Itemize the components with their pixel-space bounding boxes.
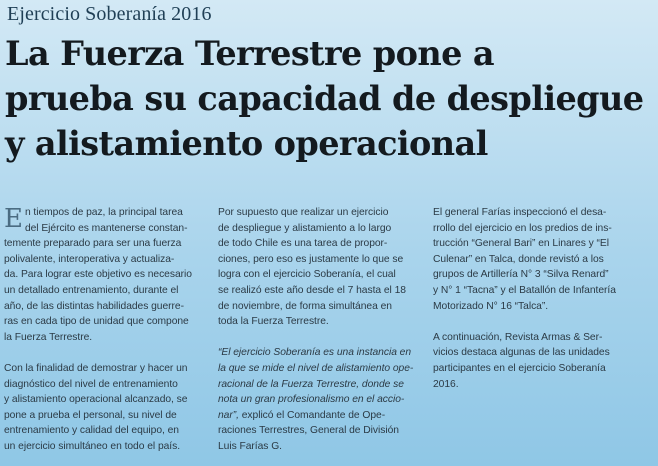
text-line: Por supuesto que realizar un ejercicio xyxy=(218,207,389,218)
text-line: Motorizado N° 16 “Talca”. xyxy=(433,300,549,312)
text-line: un ejercicio simultáneo en todo el país. xyxy=(4,440,181,452)
text-line: 2016. xyxy=(433,378,459,390)
quote-line: la que se mide el nivel de alistamiento ope- xyxy=(218,362,414,374)
paragraph xyxy=(4,361,210,455)
text-line: da. Para lograr este objetivo es necesario xyxy=(4,269,192,281)
text-line: diagnóstico del nivel de entrenamiento xyxy=(4,378,178,390)
article-column-3 xyxy=(433,205,639,408)
quote-end: nar”, xyxy=(218,409,239,421)
text-line: polivalente, interoperativa y actualiza- xyxy=(4,253,175,265)
text-line: ciones, pero eso es justamente lo que se xyxy=(218,253,404,265)
text-line: y N° 1 “Tacna” y el Batallón de Infantería xyxy=(433,284,616,296)
text-line: toda la Fuerza Terrestre. xyxy=(218,316,329,328)
text-line: de despliegue y alistamiento a lo largo xyxy=(218,222,392,234)
text-line: del Ejército es mantenerse constan- xyxy=(24,222,188,234)
text-line: pone a prueba el personal, su nivel de xyxy=(4,409,177,421)
quote-line: nota un gran profesionalismo en el accio- xyxy=(218,394,405,406)
text-line: trucción “General Bari” en Linares y “El xyxy=(433,238,609,250)
text-line: año, de las distintas habilidades guerre- xyxy=(4,300,184,312)
text-line: Culenar” en Talca, donde revistó a los xyxy=(433,253,604,265)
quote-line: “El ejercicio Soberanía es una instancia en xyxy=(218,347,412,359)
text-line: vicios destaca algunas de las unidades xyxy=(433,347,610,359)
text-line xyxy=(218,408,424,424)
text-line: grupos de Artillería N° 3 “Silva Renard” xyxy=(433,269,609,281)
text-line: la Fuerza Terrestre. xyxy=(4,331,93,343)
paragraph xyxy=(433,205,639,314)
text-line: temente preparado para ser una fuerza xyxy=(4,238,182,250)
text-line: participantes en el ejercicio Soberanía xyxy=(433,362,606,374)
text-line: entrenamiento y calidad del equipo, en xyxy=(4,425,179,437)
headline-line-2: prueba su capacidad de despliegue xyxy=(5,79,644,118)
headline-line-1: La Fuerza Terrestre pone a xyxy=(5,34,495,73)
quote-paragraph xyxy=(218,345,424,454)
attribution-start: explicó el Comandante de Ope- xyxy=(238,409,386,421)
text-line: rrollo del ejercicio en los predios de ins- xyxy=(433,222,612,234)
text-line: de todo Chile es una tarea de propor- xyxy=(218,238,388,250)
headline-line-3: y alistamiento operacional xyxy=(5,124,488,163)
section-kicker: Ejercicio Soberanía 2016 xyxy=(7,3,212,25)
text-line: Con la finalidad de demostrar y hacer un xyxy=(4,362,188,374)
text-line: logra con el ejercicio Soberanía, el cual xyxy=(218,269,396,281)
text-line: un detallado entrenamiento, durante el xyxy=(4,284,179,296)
article-column-1 xyxy=(4,205,210,466)
text-line: El general Farías inspeccionó el desa- xyxy=(433,207,607,218)
text-line: raciones Terrestres, General de División xyxy=(218,425,399,437)
text-line: Luis Farías G. xyxy=(218,440,282,452)
article-column-2 xyxy=(218,205,424,466)
drop-cap: E xyxy=(4,204,23,234)
text-line: A continuación, Revista Armas & Ser- xyxy=(433,331,603,343)
text-line: de noviembre, de forma simultánea en xyxy=(218,300,392,312)
text-line: y alistamiento operacional alcanzado, se xyxy=(4,394,188,406)
paragraph xyxy=(433,330,639,392)
quote-line: racional de la Fuerza Terrestre, donde se xyxy=(218,378,404,390)
paragraph xyxy=(4,205,210,345)
paragraph xyxy=(218,205,424,330)
article-headline xyxy=(5,31,655,166)
text-line: ras en cada tipo de unidad que compone xyxy=(4,316,189,328)
text-line: se realizó este año desde el 7 hasta el 18 xyxy=(218,284,406,296)
text-line: n tiempos de paz, la principal tarea xyxy=(24,207,183,218)
